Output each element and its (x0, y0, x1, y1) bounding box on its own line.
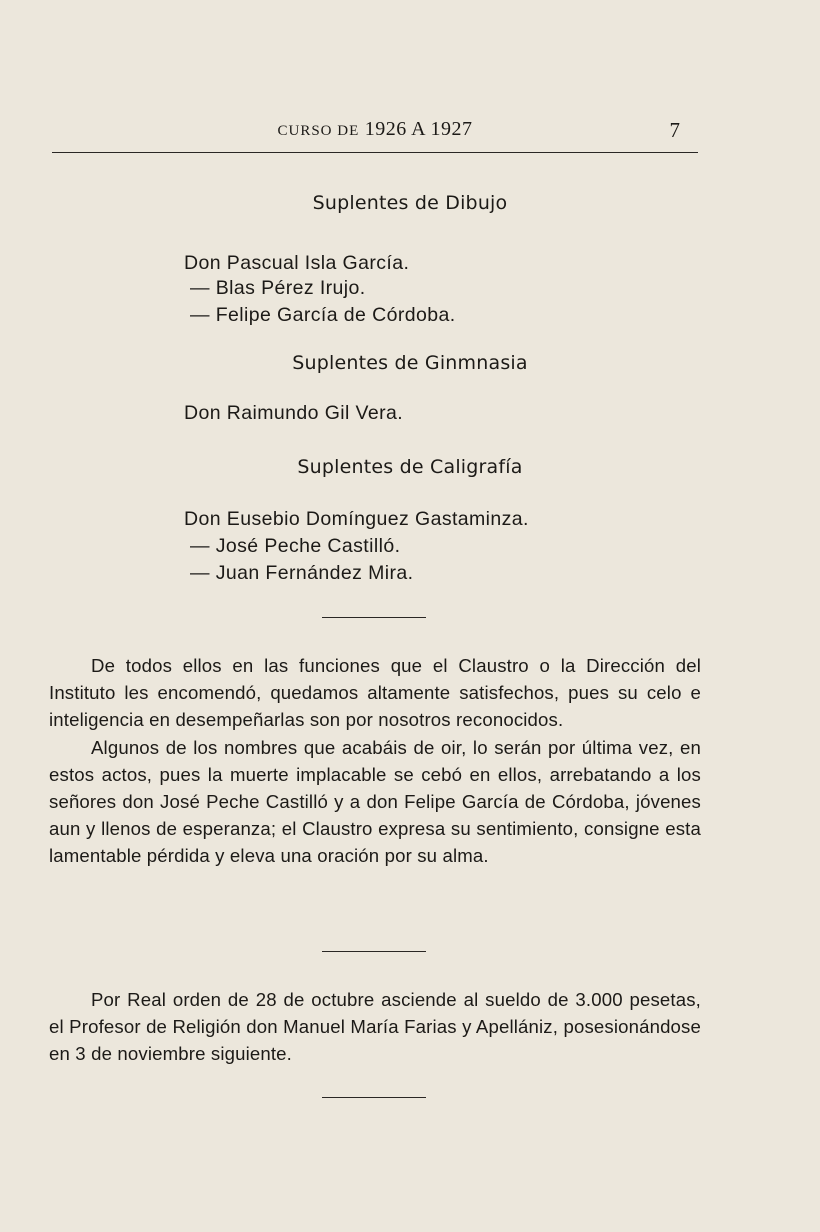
name-line: Don Raimundo Gil Vera. (184, 402, 404, 424)
paragraph-suplentes (49, 652, 701, 870)
paragraph-real-orden (49, 986, 701, 1068)
section-divider (322, 951, 426, 952)
paragraph-text: De todos ellos en las funciones que el Claustro o la Dirección del Instituto les encomendó, quedamos altamente satisfechos, pues su celo e inteligencia en desempeñarlas son por nosotros reconocidos. (49, 655, 701, 731)
name-line: — Juan Fernández Mira. (190, 562, 414, 584)
paragraph-text: Por Real orden de 28 de octubre asciende al sueldo de 3.000 pesetas, el Profesor de Religión don Manuel María Farias y Apellániz, posesionándose en 3 de noviembre siguiente. (49, 989, 701, 1065)
name-line: — José Peche Castilló. (190, 535, 401, 557)
name-line: — Felipe García de Córdoba. (190, 304, 456, 326)
section-divider (322, 1097, 426, 1098)
header-years: 1926 A 1927 (364, 118, 473, 140)
header-prefix: CURSO DE (277, 123, 360, 139)
name-line: Don Eusebio Domínguez Gastaminza. (184, 508, 529, 530)
section-heading-caligrafia: Suplentes de Caligrafía (297, 456, 523, 478)
section-heading-dibujo: Suplentes de Dibujo (312, 192, 508, 214)
running-header (52, 118, 698, 153)
section-divider (322, 617, 426, 618)
page-number: 7 (669, 118, 680, 142)
section-heading-gimnasia: Suplentes de Ginmnasia (292, 352, 528, 374)
name-line: — Blas Pérez Irujo. (190, 277, 366, 299)
name-line: Don Pascual Isla García. (184, 252, 410, 274)
paragraph-text: Algunos de los nombres que acabáis de oir, lo serán por última vez, en estos actos, pues la muerte implacable se cebó en ellos, arrebatando a los señores don José Peche Castilló y a don Felipe García de Córdoba, jóvenes aun y llenos de esperanza; el Claustro expresa su sentimiento, consigne esta lamentable pérdida y eleva una oración por su alma. (49, 736, 701, 867)
header-title (52, 118, 698, 141)
